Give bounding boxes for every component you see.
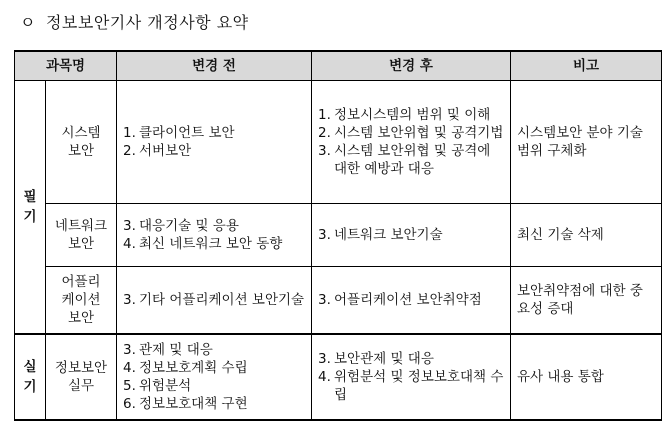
list-item: 3. 어플리케이션 보안취약점 — [318, 292, 482, 308]
table-row — [15, 334, 662, 420]
after-cell — [312, 334, 511, 420]
list-item: 4. 위험분석 및 정보보호대책 수립 — [318, 369, 504, 403]
list-item: 1. 정보시스템의 범위 및 이해 — [318, 107, 491, 123]
subject-cell: 어플리 케이션 보안 — [46, 267, 117, 335]
list-item: 3. 기타 어플리케이션 보안기술 — [123, 292, 305, 308]
list-item: 3. 시스템 보안위협 및 공격에 대한 예방과 대응 — [318, 143, 491, 177]
note-cell: 최신 기술 삭제 — [511, 204, 662, 267]
table-row — [15, 267, 662, 335]
after-cell — [312, 267, 511, 335]
after-cell — [312, 81, 511, 204]
revision-summary-table — [14, 50, 662, 421]
list-item: 4. 정보보호계획 수립 — [123, 360, 248, 376]
list-item: 3. 대응기술 및 응용 — [123, 218, 239, 234]
list-item: 6. 정보보호대책 구현 — [123, 396, 248, 412]
list-item: 2. 서버보안 — [123, 143, 192, 159]
before-cell — [117, 334, 312, 420]
list-item: 3. 관제 및 대응 — [123, 342, 213, 358]
header-after: 변경 후 — [312, 51, 511, 81]
note-cell: 시스템보안 분야 기술 범위 구체화 — [511, 81, 662, 204]
list-item: 4. 최신 네트워크 보안 동향 — [123, 236, 283, 252]
header-subject: 과목명 — [15, 51, 117, 81]
title-text: 정보보안기사 개정사항 요약 — [45, 13, 249, 32]
group-label-practical: 실 기 — [15, 334, 46, 420]
list-item: 5. 위험분석 — [123, 378, 192, 394]
subject-cell: 시스템 보안 — [46, 81, 117, 204]
before-cell — [117, 267, 312, 335]
list-item: 1. 클라이언트 보안 — [123, 125, 235, 141]
before-cell — [117, 204, 312, 267]
before-cell — [117, 81, 312, 204]
group-label-written: 필 기 — [15, 81, 46, 335]
note-cell: 보안취약점에 대한 중요성 증대 — [511, 267, 662, 335]
subject-cell: 네트워크 보안 — [46, 204, 117, 267]
note-cell: 유사 내용 통합 — [511, 334, 662, 420]
list-item: 3. 보안관제 및 대응 — [318, 351, 434, 367]
document-title — [20, 10, 249, 33]
header-note: 비고 — [511, 51, 662, 81]
subject-cell: 정보보안 실무 — [46, 334, 117, 420]
table-row — [15, 81, 662, 204]
list-item: 3. 네트워크 보안기술 — [318, 227, 443, 243]
header-before: 변경 전 — [117, 51, 312, 81]
bullet-marker: ㅇ — [20, 13, 36, 32]
after-cell — [312, 204, 511, 267]
table-row — [15, 204, 662, 267]
header-row — [15, 51, 662, 81]
list-item: 2. 시스템 보안위협 및 공격기법 — [318, 125, 504, 141]
